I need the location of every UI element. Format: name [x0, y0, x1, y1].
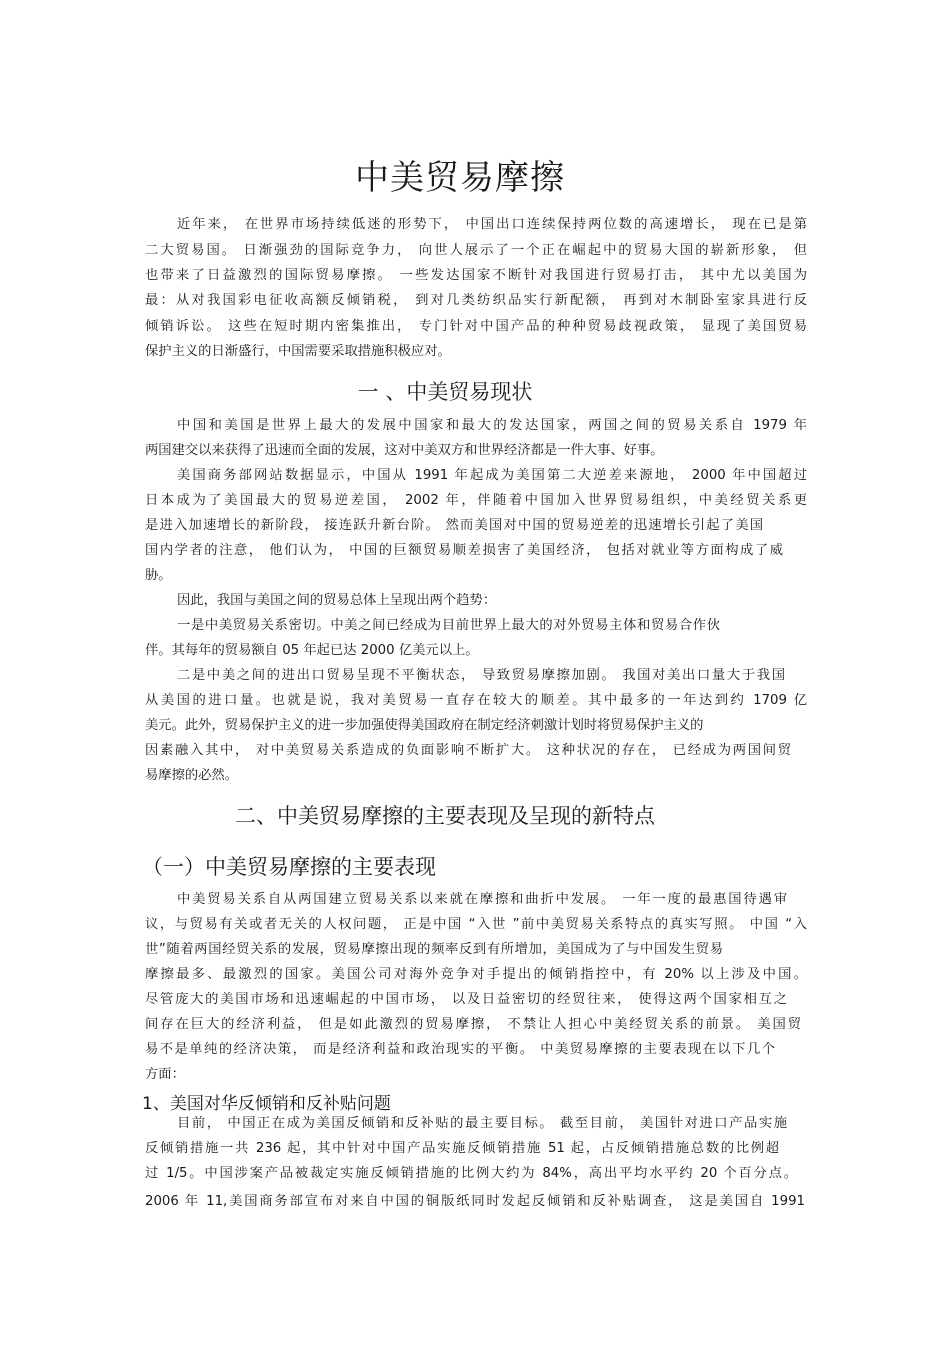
section1-line: 美国商务部网站数据显示，中国从 1991 年起成为美国第二大逆差来源地， 2000 年中国超过: [177, 468, 807, 483]
section1-line: 是进入加速增长的新阶段， 接连跃升新台阶。 然而美国对中国的贸易逆差的迅速增长引起了美国: [145, 518, 763, 533]
section-heading-1: 一 、中美贸易现状: [357, 380, 533, 404]
section1-line: 胁。: [145, 568, 172, 583]
topic1-line: 2006 年 11,美国商务部宣布对来自中国的铜版纸同时发起反倾销和反补贴调查， 这是美国自 1991: [145, 1194, 805, 1209]
section1-line: 二是中美之间的进出口贸易呈现不平衡状态， 导致贸易摩擦加剧。 我国对美出口量大于我国: [177, 668, 785, 683]
section1-line: 因此，我国与美国之间的贸易总体上呈现出两个趋势：: [177, 593, 497, 608]
section1-line: 伴。其每年的贸易额自 05 年起已达 2000 亿美元以上。: [145, 643, 479, 658]
intro-line: 最：从对我国彩电征收高额反倾销税， 到对几类纺织品实行新配额， 再到对木制卧室家具进行反: [145, 293, 807, 308]
section2-line: 世”随着两国经贸关系的发展，贸易摩擦出现的频率反到有所增加，美国成为了与中国发生贸易: [145, 942, 723, 957]
section2-line: 尽管庞大的美国市场和迅速崛起的中国市场， 以及日益密切的经贸往来， 使得这两个国家相互之: [145, 992, 787, 1007]
page-title: 中美贸易摩擦: [355, 158, 565, 198]
section1-line: 美元。此外，贸易保护主义的进一步加强使得美国政府在制定经济刺激计划时将贸易保护主义的: [145, 718, 704, 733]
section2-line: 中美贸易关系自从两国建立贸易关系以来就在摩擦和曲折中发展。 一年一度的最惠国待遇审: [177, 892, 787, 907]
section2-line: 易不是单纯的经济决策， 而是经济利益和政治现实的平衡。 中美贸易摩擦的主要表现在以下几个: [145, 1042, 775, 1057]
section1-line: 中国和美国是世界上最大的发展中国家和最大的发达国家，两国之间的贸易关系自 1979 年: [177, 418, 807, 433]
intro-line: 也带来了日益激烈的国际贸易摩擦。 一些发达国家不断针对我国进行贸易打击， 其中尤以美国为: [145, 268, 807, 283]
section2-line: 方面：: [145, 1067, 185, 1082]
section1-line: 易摩擦的必然。: [145, 768, 239, 783]
topic1-line: 目前， 中国正在成为美国反倾销和反补贴的最主要目标。 截至目前， 美国针对进口产品实施: [177, 1116, 787, 1131]
section2-line: 间存在巨大的经济利益， 但是如此激烈的贸易摩擦， 不禁让人担心中美经贸关系的前景。 美国贸: [145, 1017, 801, 1032]
section2-line: 摩擦最多、最激烈的国家。美国公司对海外竞争对手提出的倾销指控中，有 20% 以上涉及中国。: [145, 967, 807, 982]
topic1-line: 过 1/5。中国涉案产品被裁定实施反倾销措施的比例大约为 84%，高出平均水平约 20 个百分点。: [145, 1166, 797, 1181]
section1-line: 一是中美贸易关系密切。中美之间已经成为目前世界上最大的对外贸易主体和贸易合作伙: [177, 618, 720, 633]
section1-line: 两国建交以来获得了迅速而全面的发展，这对中美双方和世界经济都是一件大事、好事。: [145, 443, 664, 458]
intro-line: 二大贸易国。 日渐强劲的国际竞争力， 向世人展示了一个正在崛起中的贸易大国的崭新形象， 但: [145, 243, 807, 258]
topic-heading-1: 1、美国对华反倾销和反补贴问题: [142, 1094, 391, 1114]
section1-line: 因素融入其中， 对中美贸易关系造成的负面影响不断扩大。 这种状况的存在， 已经成为两国间贸: [145, 743, 791, 758]
subsection-heading-1: （一）中美贸易摩擦的主要表现: [142, 855, 436, 879]
intro-line: 倾销诉讼。 这些在短时期内密集推出， 专门针对中国产品的种种贸易歧视政策， 显现了美国贸易: [145, 319, 807, 334]
section1-line: 从美国的进口量。也就是说，我对美贸易一直存在较大的顺差。其中最多的一年达到约 1709 亿: [145, 693, 807, 708]
topic1-line: 反倾销措施一共 236 起，其中针对中国产品实施反倾销措施 51 起，占反倾销措施总数的比例超: [145, 1141, 779, 1156]
section1-line: 日本成为了美国最大的贸易逆差国， 2002 年，伴随着中国加入世界贸易组织，中美经贸关系更: [145, 493, 807, 508]
intro-line: 保护主义的日渐盛行，中国需要采取措施积极应对。: [145, 344, 451, 359]
section-heading-2: 二、中美贸易摩擦的主要表现及呈现的新特点: [235, 804, 655, 828]
intro-line: 近年来， 在世界市场持续低迷的形势下， 中国出口连续保持两位数的高速增长， 现在已是第: [177, 217, 807, 232]
section2-line: 议，与贸易有关或者无关的人权问题， 正是中国 “入世 ”前中美贸易关系特点的真实写照。 中国 “入: [145, 917, 807, 932]
section1-line: 国内学者的注意， 他们认为， 中国的巨额贸易顺差损害了美国经济， 包括对就业等方面构成了威: [145, 543, 783, 558]
